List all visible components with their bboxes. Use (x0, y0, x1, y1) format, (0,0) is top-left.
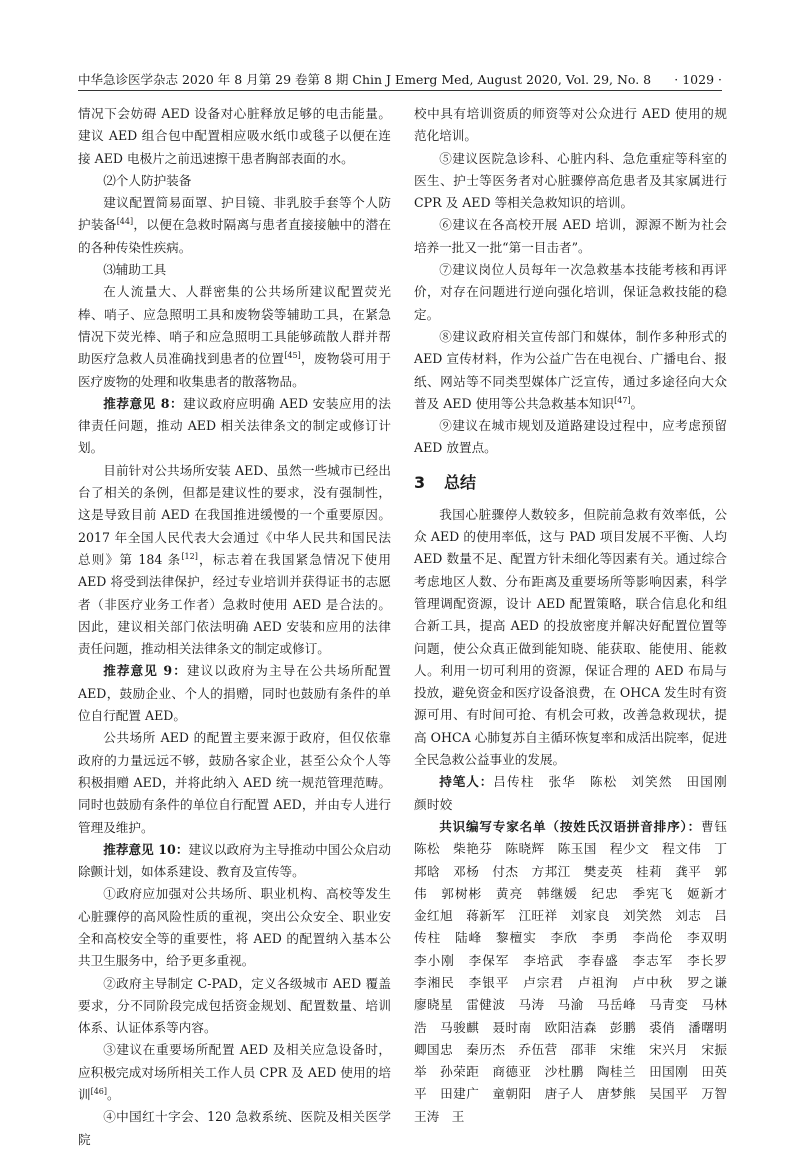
paragraph: 建议配置简易面罩、护目镜、非乳胶手套等个人防护装备[44]，以便在急救时隔离与患者直接接触中的潜在的各种传染性疾病。 (78, 195, 392, 255)
writers-line: 持笔人：吕传柱 张华 陈松 刘笑然 田国刚 颜时姣 (414, 774, 740, 812)
section-heading-summary (414, 470, 727, 496)
paragraph: 公共场所 AED 的配置主要来源于政府，但仅依靠政府的力量远远不够，鼓励各家企业，甚至公众个人等积极捐赠 AED，并将此纳入 AED 统一规范管理范畴。同时也鼓励有条件的单位自行配置 AED，并由专人进行管理及维护。 (78, 730, 391, 835)
section-number: 3 (414, 472, 426, 492)
subheading-personal-protection: ⑵个人防护装备 (103, 172, 192, 188)
list-item: ⑥建议在各高校开展 AED 培训，源源不断为社会培养一批又一批“第一目击者”。 (414, 217, 727, 255)
citation-12: [12] (181, 551, 198, 561)
recommendation-10: 推荐意见 10：建议以政府为主导推动中国公众启动除颤计划，如体系建设、教育及宣传等。 (78, 841, 392, 880)
left-column (78, 103, 391, 1151)
journal-citation: 中华急诊医学杂志 2020 年 8 月第 29 卷第 8 期 Chin J Emerg Med, August 2020, Vol. 29, No. 8 (78, 72, 652, 87)
list-item: ⑤建议医院急诊科、心脏内科、急危重症等科室的医生、护士等医务者对心脏骤停高危患者及其家属进行 CPR 及 AED 等相关急救知识的培训。 (414, 150, 727, 211)
paragraph: 在人流量大、人群密集的公共场所建议配置荧光棒、哨子、应急照明工具和废物袋等辅助工具，在紧急情况下荧光棒、哨子和应急照明工具能够疏散人群并帮助医疗急救人员准确找到患者的位置[45]，废物袋可用于医疗废物的处理和收集患者的散落物品。 (78, 284, 392, 389)
summary-paragraph: 我国心脏骤停人数较多，但院前急救有效率低，公众 AED 的使用率低，这与 PAD 项目发展不平衡、人均 AED 数量不足、配置方针未细化等因素有关。通过综合考虑地区人数、分布距离及重要场所等影响因素，科学管理调配资源，设计 AED 配置策略，联合信息化和组合新工具，提高 AED 的投放密度并解决好配置位置等问题，使公众真正做到能知晓、能获取、能使用、能救人。利用一切可利用的资源，保证合理的 AED 布局与投放，避免资金和医疗设备浪费，在 OHCA 发生时有资源可用、有时间可抢、有机会可救，改善急救现状，提高 OHCA 心肺复苏自主循环恢复率和成活出院率，促进全民急救公益事业的发展。 (414, 506, 727, 768)
list-item: ⑧建议政府相关宣传部门和媒体，制作多种形式的 AED 宣传材料，作为公益广告在电视台、广播电台、报纸、网站等不同类型媒体广泛宣传，通过多途径向大众普及 AED 使用等公共急救基本知识[47]。 (414, 328, 727, 411)
running-header (78, 70, 722, 91)
list-item: ③建议在重要场所配置 AED 及相关应急设备时，应积极完成对场所相关工作人员 CPR 及 AED 使用的培训[46]。 (78, 1042, 391, 1103)
list-item: ④中国红十字会、120 急救系统、医院及相关医学院 (78, 1109, 391, 1147)
list-item: ②政府主导制定 C-PAD，定义各级城市 AED 覆盖要求，分不同阶段完成包括资金规划、配置数量、培训体系、认证体系等内容。 (78, 975, 391, 1036)
list-item-continued: 校中具有培训资质的师资等对公众进行 AED 使用的规范化培训。 (414, 106, 727, 144)
recommendation-9: 推荐意见 9：建议以政府为主导在公共场所配置 AED，鼓励企业、个人的捐赠，同时也鼓励有条件的单位自行配置 AED。 (78, 663, 392, 724)
citation-44: [44] (116, 217, 134, 227)
paragraph: 情况下会妨碍 AED 设备对心脏释放足够的电击能量。建议 AED 组合包中配置相应吸水纸巾或毯子以便在连接 AED 电极片之前迅速擦干患者胸部表面的水。 (78, 106, 391, 166)
page-number: · 1029 · (674, 72, 722, 87)
subheading-auxiliary-tools: ⑶辅助工具 (103, 262, 167, 278)
list-item: ⑦建议岗位人员每年一次急救基本技能考核和再评价，对存在问题进行逆向强化培训，保证急救技能的稳定。 (414, 262, 727, 322)
citation-45: [45] (284, 351, 301, 361)
citation-47: [47] (614, 395, 631, 405)
recommendation-8: 推荐意见 8：建议政府应明确 AED 安装应用的法律责任问题，推动 AED 相关法律条文的制定或修订计划。 (78, 395, 391, 456)
citation-46: [46] (90, 1086, 108, 1096)
right-column (414, 103, 740, 1128)
list-item: ⑨建议在城市规划及道路建设过程中，应考虑预留 AED 放置点。 (414, 418, 727, 456)
section-title: 总结 (444, 472, 477, 492)
expert-list: 共识编写专家名单（按姓氏汉语拼音排序）：曹钰 陈松 柴艳芬 陈晓辉 陈玉国 程少文 程文伟 丁邦晗 邓杨 付杰 方邦江 樊麦英 桂莉 龚平 郭伟 郭树彬 黄亮 韩继媛 纪忠 季宪飞 姬新才 金红旭 蒋新军 江旺祥 刘家良 刘笑然 刘志 吕传柱 陆峰 黎檀实 李欣 李勇 李尚伦 李双明 李小刚 李保军 李培武 李春盛 李志军 李长罗 李湘民 李银平 卢宗君 卢祖洵 卢中秋 罗之谦 廖晓星 雷健波 马涛 马渝 马岳峰 马青变 马林浩 马骏麒 聂时南 欧阳洁森 彭鹏 裘俏 潘曙明 卿国忠 秦历杰 乔伍营 邵菲 宋维 宋兴月 宋振举 孙荣距 商德亚 沙杜鹏 陶桂兰 田国刚 田英平 田建广 童朝阳 唐子人 唐梦熊 吴国平 万智 王涛 王 (414, 818, 740, 1124)
list-item: ①政府应加强对公共场所、职业机构、高校等发生心脏骤停的高风险性质的重视，突出公众安全、职业安全和高校安全等的重要性，将 AED 的配置纳入基本公共卫生服务中，给予更多重视。 (78, 886, 391, 969)
paragraph: 目前针对公共场所安装 AED、虽然一些城市已经出台了相关的条例，但都是建议性的要求，没有强制性，这是导致目前 AED 在我国推进缓慢的一个重要原因。2017 年全国人民代表大会通过《中华人民共和国民法总则》第 184 条[12]，标志着在我国紧急情况下使用 AED 将受到法律保护，经过专业培训并获得证书的志愿者（非医疗业务工作者）急救时使用 AED 是合法的。因此，建议相关部门依法明确 AED 安装和应用的法律责任问题，推动相关法律条文的制定或修订。 (78, 462, 392, 657)
